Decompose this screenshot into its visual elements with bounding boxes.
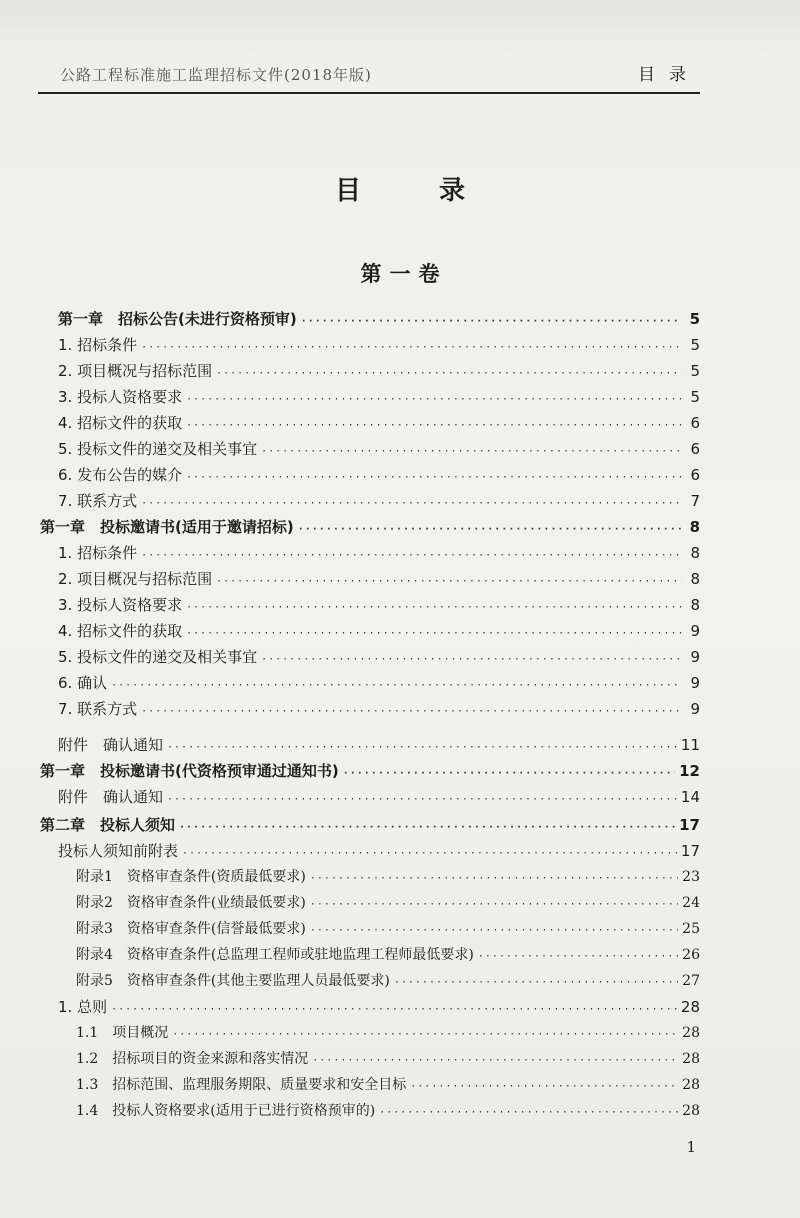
toc-leader-dots (310, 918, 678, 944)
toc-entry-label: 7. 联系方式 (58, 700, 138, 718)
page-number: 1 (686, 1138, 696, 1156)
toc-leader-dots (312, 1048, 678, 1074)
toc-section-entry[interactable] (58, 784, 700, 810)
toc-entry-page: 28 (682, 1077, 700, 1093)
toc-entry-page: 8 (690, 544, 700, 562)
toc-entry-label: 附录4 资格审查条件(总监理工程师或驻地监理工程师最低要求) (76, 947, 474, 963)
toc-entry-page: 5 (690, 388, 700, 406)
toc-chapter-entry[interactable] (40, 514, 700, 540)
toc-entry-label: 第一章 投标邀请书(代资格预审通过通知书) (40, 762, 339, 780)
toc-entry-label: 4. 招标文件的获取 (58, 414, 183, 432)
toc-entry-label: 附件 确认通知 (58, 788, 164, 806)
toc-entry-label: 附录2 资格审查条件(业绩最低要求) (76, 895, 306, 911)
toc-entry-page: 8 (690, 596, 700, 614)
toc-leader-dots (167, 787, 677, 813)
toc-entry-page: 24 (682, 895, 700, 911)
volume-heading: 第一卷 (360, 262, 448, 286)
toc-section-entry[interactable] (58, 994, 700, 1020)
toc-leader-dots (410, 1074, 678, 1100)
toc-entry-page: 9 (690, 700, 700, 718)
toc-entry-label: 1. 总则 (58, 998, 108, 1016)
toc-entry-page: 23 (682, 869, 700, 885)
toc-entry-page: 8 (690, 570, 700, 588)
toc-entry-page: 8 (689, 518, 700, 536)
toc-entry-label: 3. 投标人资格要求 (58, 596, 183, 614)
toc-entry-page: 28 (680, 998, 700, 1016)
toc-entry-label: 附件 确认通知 (58, 736, 164, 754)
toc-section-entry[interactable] (58, 488, 700, 514)
toc-section-entry[interactable] (58, 644, 700, 670)
toc-section-entry[interactable] (58, 566, 700, 592)
running-header-section: 目录 (638, 65, 700, 85)
toc-entry-page: 25 (682, 921, 700, 937)
toc-section-entry[interactable] (58, 384, 700, 410)
toc-entry-label: 1. 招标条件 (58, 544, 138, 562)
toc-section-entry[interactable] (58, 436, 700, 462)
toc-leader-dots (379, 1100, 678, 1126)
toc-section-entry[interactable] (58, 618, 700, 644)
toc-leader-dots (310, 892, 678, 918)
toc-entry-page: 5 (689, 310, 700, 328)
toc-section-entry[interactable] (58, 838, 700, 864)
toc-subsection-entry[interactable] (76, 1098, 700, 1124)
toc-entry-label: 第一章 招标公告(未进行资格预审) (58, 310, 297, 328)
toc-entry-page: 5 (690, 362, 700, 380)
toc-section-entry[interactable] (58, 410, 700, 436)
toc-entry-label: 5. 投标文件的递交及相关事宜 (58, 648, 258, 666)
toc-entry-label: 附录5 资格审查条件(其他主要监理人员最低要求) (76, 973, 390, 989)
toc-entry-label: 2. 项目概况与招标范围 (58, 362, 213, 380)
toc-appendix-entry[interactable] (76, 942, 700, 968)
toc-entry-page: 7 (690, 492, 700, 510)
toc-entry-page: 28 (682, 1025, 700, 1041)
running-header-title: 公路工程标准施工监理招标文件(2018年版) (60, 66, 372, 84)
toc-appendix-entry[interactable] (76, 968, 700, 994)
toc-entry-page: 17 (679, 816, 700, 834)
toc-entry-label: 5. 投标文件的递交及相关事宜 (58, 440, 258, 458)
toc-entry-page: 6 (690, 440, 700, 458)
toc-entry-label: 1.1 项目概况 (76, 1025, 169, 1041)
toc-entry-page: 17 (680, 842, 700, 860)
toc-appendix-entry[interactable] (76, 864, 700, 890)
toc-entry-page: 28 (682, 1103, 700, 1119)
toc-entry-label: 2. 项目概况与招标范围 (58, 570, 213, 588)
toc-appendix-entry[interactable] (76, 916, 700, 942)
toc-entry-label: 第二章 投标人须知 (40, 816, 176, 834)
toc-entry-page: 6 (690, 466, 700, 484)
toc-entry-page: 9 (690, 674, 700, 692)
toc-section-entry[interactable] (58, 732, 700, 758)
header-divider (38, 92, 700, 94)
toc-leader-dots (478, 944, 678, 970)
toc-entry-page: 14 (680, 788, 700, 806)
toc-entry-label: 第一章 投标邀请书(适用于邀请招标) (40, 518, 294, 536)
toc-section-entry[interactable] (58, 462, 700, 488)
toc-section-entry[interactable] (58, 540, 700, 566)
toc-entry-label: 1.2 招标项目的资金来源和落实情况 (76, 1051, 309, 1067)
toc-section-entry[interactable] (58, 358, 700, 384)
toc-chapter-entry[interactable] (40, 812, 700, 838)
toc-entry-page: 6 (690, 414, 700, 432)
toc-leader-dots (141, 699, 682, 725)
toc-entry-page: 11 (680, 736, 700, 754)
toc-entry-label: 投标人须知前附表 (58, 842, 179, 860)
toc-entry-page: 5 (690, 336, 700, 354)
toc-entry-label: 6. 确认 (58, 674, 108, 692)
toc-section-entry[interactable] (58, 696, 700, 722)
toc-entry-label: 4. 招标文件的获取 (58, 622, 183, 640)
toc-chapter-entry[interactable] (40, 758, 700, 784)
toc-subsection-entry[interactable] (76, 1046, 700, 1072)
toc-leader-dots (172, 1022, 678, 1048)
toc-section-entry[interactable] (58, 332, 700, 358)
toc-entry-page: 12 (679, 762, 700, 780)
toc-entry-page: 27 (682, 973, 700, 989)
toc-subsection-entry[interactable] (76, 1072, 700, 1098)
toc-entry-label: 1.4 投标人资格要求(适用于已进行资格预审的) (76, 1103, 376, 1119)
page-title: 目 录 (334, 176, 491, 206)
toc-entry-page: 9 (690, 622, 700, 640)
toc-entry-page: 26 (682, 947, 700, 963)
toc-entry-label: 6. 发布公告的媒介 (58, 466, 183, 484)
toc-entry-label: 附录1 资格审查条件(资质最低要求) (76, 869, 306, 885)
toc-subsection-entry[interactable] (76, 1020, 700, 1046)
toc-leader-dots (394, 970, 678, 996)
toc-chapter-entry[interactable] (58, 306, 700, 332)
toc-leader-dots (310, 866, 678, 892)
toc-entry-label: 1. 招标条件 (58, 336, 138, 354)
toc-section-entry[interactable] (58, 670, 700, 696)
toc-section-entry[interactable] (58, 592, 700, 618)
toc-entry-label: 1.3 招标范围、监理服务期限、质量要求和安全目标 (76, 1077, 407, 1093)
toc-appendix-entry[interactable] (76, 890, 700, 916)
toc-entry-label: 7. 联系方式 (58, 492, 138, 510)
toc-entry-page: 28 (682, 1051, 700, 1067)
toc-entry-page: 9 (690, 648, 700, 666)
toc-entry-label: 附录3 资格审查条件(信誉最低要求) (76, 921, 306, 937)
toc-entry-label: 3. 投标人资格要求 (58, 388, 183, 406)
